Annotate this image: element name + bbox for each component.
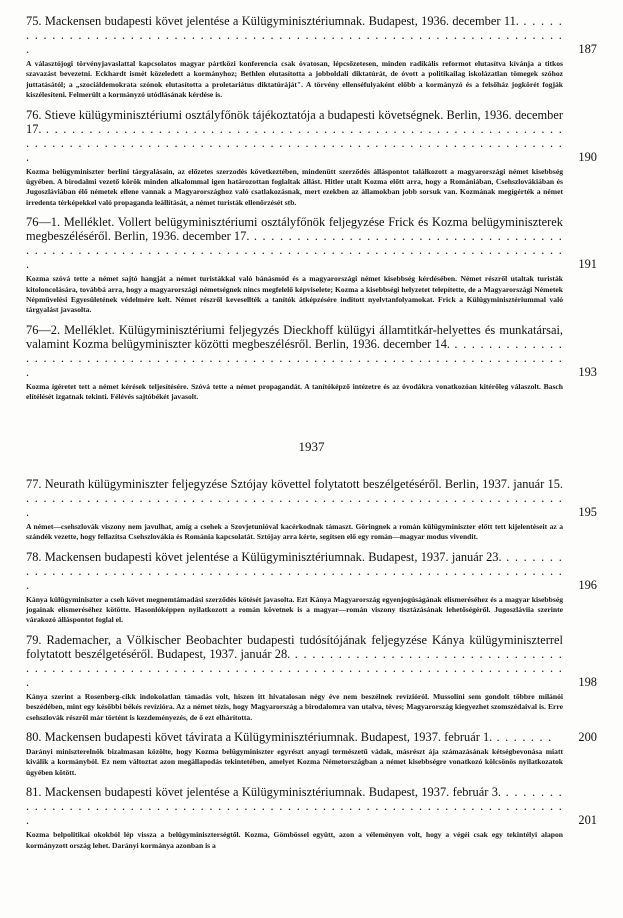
toc-entry bbox=[26, 477, 597, 543]
leader-dots: . . . . . . . . . . . . . . . . . . . . . . . . . . . . . . . . . . . . . . . . . . . . . . . . . . . . . . . . . . . . . . . . . . . . . . . . . . . . . . . . . . . . . . . . . . . . . . bbox=[26, 646, 563, 689]
leader-dots: . . . . . . . . . . . . . . . . . . . . . . . . . . . . . . . . . . . . . . . . . . . . . . . . . . . . . . . . . . . . . . . . . . . . . . . . . . . . . . . . . . . . . . . . . . . . . . . . . . . . . . . . . . . . . . . . . . . . . . . . . . . bbox=[26, 121, 563, 164]
entry-summary: A választójogi törvényjavaslattal kapcsolatos magyar pártközi konferencia csak óvatosan, lépcsőzetesen, minden radikális reformot elutasítva kívánja a titkos szavazást bevezetni. Eckhardt ismét közeledett a kormányhoz; Bethlen elutasította a jobboldali diktatúrát, de óvott a politikailag iskolázatlan tömegek szóhoz juttatásától; a „szociáldemokrata szónok elutasította a proletariátus diktatúráját". A törvény ellenséfulyaként előbb a kormányzó és a felsőház jogkörét fogják kiszélesíteni. Felmerült a kormányzó utódlásának kérdése is. bbox=[26, 59, 563, 100]
leader-dots: . . . . . . . . . . . . . . . . . . . . . . . . . . . . . . . . . . . . . . . . . . . . . . . . . . . . . . . . . . . . . . . bbox=[26, 490, 563, 519]
leader-dots: . . . . . . . . . . . . . . . . . . . . . . . . . . . . . . . . . . . . . . . . . . . . . . . . . . . . . . . . . . . . . . . . . . . . bbox=[26, 14, 564, 56]
entry-title: 75. Mackensen budapesti követ jelentése a Külügyminisztériumnak. Budapest, 1936. december 11. bbox=[26, 14, 519, 28]
entry-page-number: 193 bbox=[578, 364, 597, 379]
entry-heading bbox=[26, 215, 597, 271]
entry-title: 79. Rademacher, a Völkischer Beobachter budapesti tudósítójának feljegyzése Kánya külügyminiszterrel folytatott beszélgetéséről. Budapest, 1937. január 28. bbox=[26, 632, 563, 661]
entry-summary: Kánya szerint a Rosenberg-cikk indokolatlan támadás volt, hiszen itt hivatalosan négy éve nem beszélnek revízióról. Mussolini sem gondolt többre milánói beszédében, mint egy későbbi békés revízióra. Az a német tézis, hogy Magyarország a birodalomra van utalva, téves; Magyarország kiegyezhet szomszédaival is. Erre csehszlovák részről már történt is kezdeményezés, de ő ezt elhárította. bbox=[26, 691, 563, 722]
toc-entry bbox=[26, 730, 597, 778]
leader-dots: . . . . . . . . . . . . . . . . . . . . . . . . . . . . . . . . . . . . . . . . . . . . . . . . . . . . . . . . . . . . . . . . . . . . . . bbox=[26, 785, 563, 828]
entry-heading bbox=[26, 108, 597, 164]
leader-dots: . . . . . . . bbox=[492, 729, 553, 744]
toc-entry bbox=[26, 323, 597, 403]
entry-page-number: 198 bbox=[578, 674, 597, 689]
entry-heading bbox=[26, 477, 597, 519]
entry-heading bbox=[26, 14, 597, 56]
leader-dots: . . . . . . . . . . . . . . . . . . . . . . . . . . . . . . . . . . . . . . . . . . . . . . . . . . . . . . . . . . . . . . . . . . . . . . bbox=[26, 549, 563, 592]
entry-page-number: 200 bbox=[578, 729, 597, 744]
entry-title: 76—1. Melléklet. Vollert belügyminisztériumi osztályfőnök feljegyzése Frick és Kozma belügyminiszterek megbeszéléséről. Berlin, 1936. december 17. bbox=[26, 215, 563, 244]
entry-title: 81. Mackensen budapesti követ jelentése a Külügyminisztériumnak. Budapest, 1937. február 3. bbox=[26, 785, 502, 800]
toc-entry bbox=[26, 550, 597, 626]
toc-entry bbox=[26, 785, 597, 851]
entry-page-number: 187 bbox=[578, 42, 597, 56]
entry-summary: Kozma ígéretet tett a német kérések teljesítésére. Szóvá tette a német propagandát. A tanítóképző intézetre és az óvodákra vonatkozóan kitérőleg válaszolt. Basch elítélését izgatnak tekinti. Félévés sajtóbékét javasolt. bbox=[26, 381, 563, 402]
entry-page-number: 201 bbox=[578, 813, 597, 828]
entry-title: 80. Mackensen budapesti követ távirata a Külügyminisztériumnak. Budapest, 1937. február 1. bbox=[26, 729, 493, 744]
entry-title: 78. Mackensen budapesti követ jelentése a Külügyminisztériumnak. Budapest, 1937. január 23. bbox=[26, 549, 502, 564]
entry-page-number: 191 bbox=[578, 257, 597, 272]
entry-summary: Kozma belügyminiszter berlini tárgyalásain, az előzetes szerzodés következtében, mindenütt szerződés álláspontot találkozott a magyarországi német kisebbség ügyében. A birodalmi vezető körök minden alkalommal igen határozottan foglaltak állást. Hitler utalt Kozma előtt arra, hogy a Romániában, Csehszlovákiában és Jugoszláviában élő németek ellene vannak a Magyarországhoz való csatlakozásnak, mert ezekben az államokban jobb sorsuk van. Kozmának megígérték a német irredenta térképekkel való propaganda leállítását, a német turisták ellenőrzését stb. bbox=[26, 166, 563, 207]
entry-title: 77. Neurath külügyminiszter feljegyzése Sztójay követtel folytatott beszélgetéséről. Berlin, 1937. január 15. bbox=[26, 476, 563, 491]
entry-heading bbox=[26, 323, 597, 379]
entry-page-number: 196 bbox=[578, 577, 597, 592]
entry-summary: A német—csehszlovák viszony nem javulhat, amíg a csehek a Szovjetunióval kacérkodnak támaszt. Göringnek a román külügyminiszter előtt tett kijelentéseit az a szándék vezette, hogy fellazítsa Csehszlovákia és Románia kapcsolatát. Sztójay arra kérte, segítsen elő egy román—magyar modus vivendit. bbox=[26, 521, 563, 542]
entry-summary: Kozma szóvá tette a német sajtó hangját a német turistákkal való bánásmód és a magyarországi német kisebbség kérdésében. Német részről utaltak turisták kitoloncolására, továbbá arra, hogy a magyarországi németségnek nincs megfelelő képviselete; Kozma a kisebbségi helyzetet telepítette, de a Magyarországi Németek Népművelési Egyesületének védelmére kelt. Német részről kevesellték a tanítók átképzésére indított nyelvtanfolyamokat. Frick a Külügyminisztériummal való tárgyalást javasolta. bbox=[26, 274, 563, 315]
entries-1936 bbox=[26, 14, 597, 403]
entry-summary: Kozma belpolitikai okokból lép vissza a belügyminiszterségtől. Kozma, Gömbössel együtt, azon a véleményen volt, hogy a végéi csak egy tekintélyi alapon kormányzott ország lehet. Darányi kormánya azonban is a bbox=[26, 830, 563, 850]
entry-heading bbox=[26, 785, 597, 827]
toc-entry bbox=[26, 633, 597, 723]
entry-heading bbox=[26, 550, 597, 592]
entry-title: 76. Stieve külügyminisztériumi osztályfőnök tájékoztatója a budapesti követségnek. Berlin, 1936. december 17. bbox=[26, 107, 563, 136]
entry-summary: Kánya külügyminiszter a cseh követ megnemtámadási szerződés kötését javasolta. Ezt Kánya Magyarország egyenjogúságának elismeréséhez és a magyar kisebbség jogainak elismeréséhez kötötte. Hasonlóképpen nyilatkozott a román követnek is a magyar—román viszony tisztázásának lehetőségéről. Jugoszláviia szerinte várakozó álláspontot foglal el. bbox=[26, 594, 563, 625]
leader-dots: . . . . . . . . . . . . . . . . . . . . . . . . . . . . . . . . . . . . . . . . . . . . . . . . . . . . . . . . . . . . . . . . . . . . . . . . . . . . bbox=[26, 336, 563, 379]
entries-1937 bbox=[26, 477, 597, 851]
entry-heading bbox=[26, 730, 597, 744]
leader-dots: . . . . . . . . . . . . . . . . . . . . . . . . . . . . . . . . . . . . . . . . . . . . . . . . . . . . . . . . . . . . . . . . . . . . . . . . . . . . . . . . . . . . . . . . . . . . . . . . . . . bbox=[26, 229, 564, 272]
entry-title: 76—2. Melléklet. Külügyminisztériumi feljegyzés Dieckhoff külügyi államtitkár-helyettes és munkatársai, valamint Kozma belügyminiszter közötti megbeszélésről. Berlin, 1936. december 14. bbox=[26, 322, 563, 351]
entry-heading bbox=[26, 633, 597, 689]
toc-entry bbox=[26, 215, 597, 316]
toc-entry bbox=[26, 14, 597, 101]
year-heading: 1937 bbox=[298, 438, 325, 454]
toc-entry bbox=[26, 108, 597, 209]
entry-page-number: 195 bbox=[578, 504, 597, 519]
entry-summary: Darányi miniszterelnök bizalmasan közölte, hogy Kozma belügyminiszter egyrészt anyagi természetű vádak, másrészt ája számazásának kétségbevonása miatt kiválik a kormányból. Ez nem változtat azon megállapodás tekintetében, amelyet Kozma Németországban a német kisebbségre vonatkozó kölcsönös nyilatkozatok ügyében kötött. bbox=[26, 746, 563, 777]
entry-page-number: 190 bbox=[578, 149, 597, 164]
